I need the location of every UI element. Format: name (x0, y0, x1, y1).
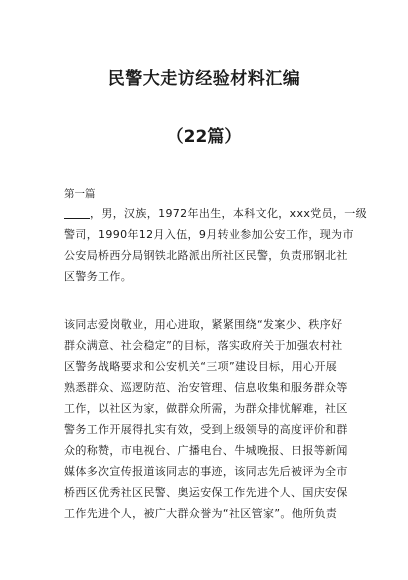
paragraph-line: 桥西区优秀社区民警、奥运安保工作先进个人、国庆安保 (64, 486, 348, 499)
document-subtitle: （22篇） (166, 127, 242, 147)
paragraph-line: 媒体多次宣传报道该同志的事迹，该同志先后被评为全市 (64, 465, 348, 478)
paragraph-achievements (64, 314, 360, 524)
paragraph-line: 群众满意、社会稳定”的目标，落实政府关于加强农村社 (64, 339, 343, 352)
paragraph-line: 区警务工作。 (64, 270, 133, 283)
paragraph-line: 警务工作开展得扎实有效，受到上级领导的高度评价和群 (64, 423, 348, 436)
paragraph-line: 公安局桥西分局钢铁北路派出所社区民警，负责邢钢北社 (64, 249, 348, 262)
paragraph-line: 工作，以社区为家，做群众所需，为群众排忧解难，社区 (64, 402, 348, 415)
paragraph-line: 警司，1990年12月入伍，9月转业参加公安工作，现为市 (64, 228, 354, 241)
paragraph-line: 众的称赞，市电视台、广播电台、牛城晚报、日报等新闻 (64, 444, 348, 457)
document-title: 民警大走访经验材料汇编 (107, 69, 301, 89)
paragraph-line-text: ，男，汉族，1972年出生，本科文化，xxx党员，一级 (90, 207, 367, 220)
section-label: 第一篇 (64, 188, 96, 200)
paragraph-line: 该同志爱岗敬业，用心进取，紧紧围绕“发案少、秩序好 (64, 318, 343, 331)
paragraph-line: 工作先进个人，被广大群众誉为“社区管家”。他所负责 (64, 507, 338, 520)
paragraph-line: 熟悉群众、巡逻防范、治安管理、信息收集和服务群众等 (64, 381, 348, 394)
paragraph-line (64, 203, 367, 224)
name-blank-underline (64, 207, 90, 219)
paragraph-profile (64, 203, 367, 287)
paragraph-line: 区警务战略要求和公安机关“三项”建设目标，用心开展 (64, 360, 338, 373)
